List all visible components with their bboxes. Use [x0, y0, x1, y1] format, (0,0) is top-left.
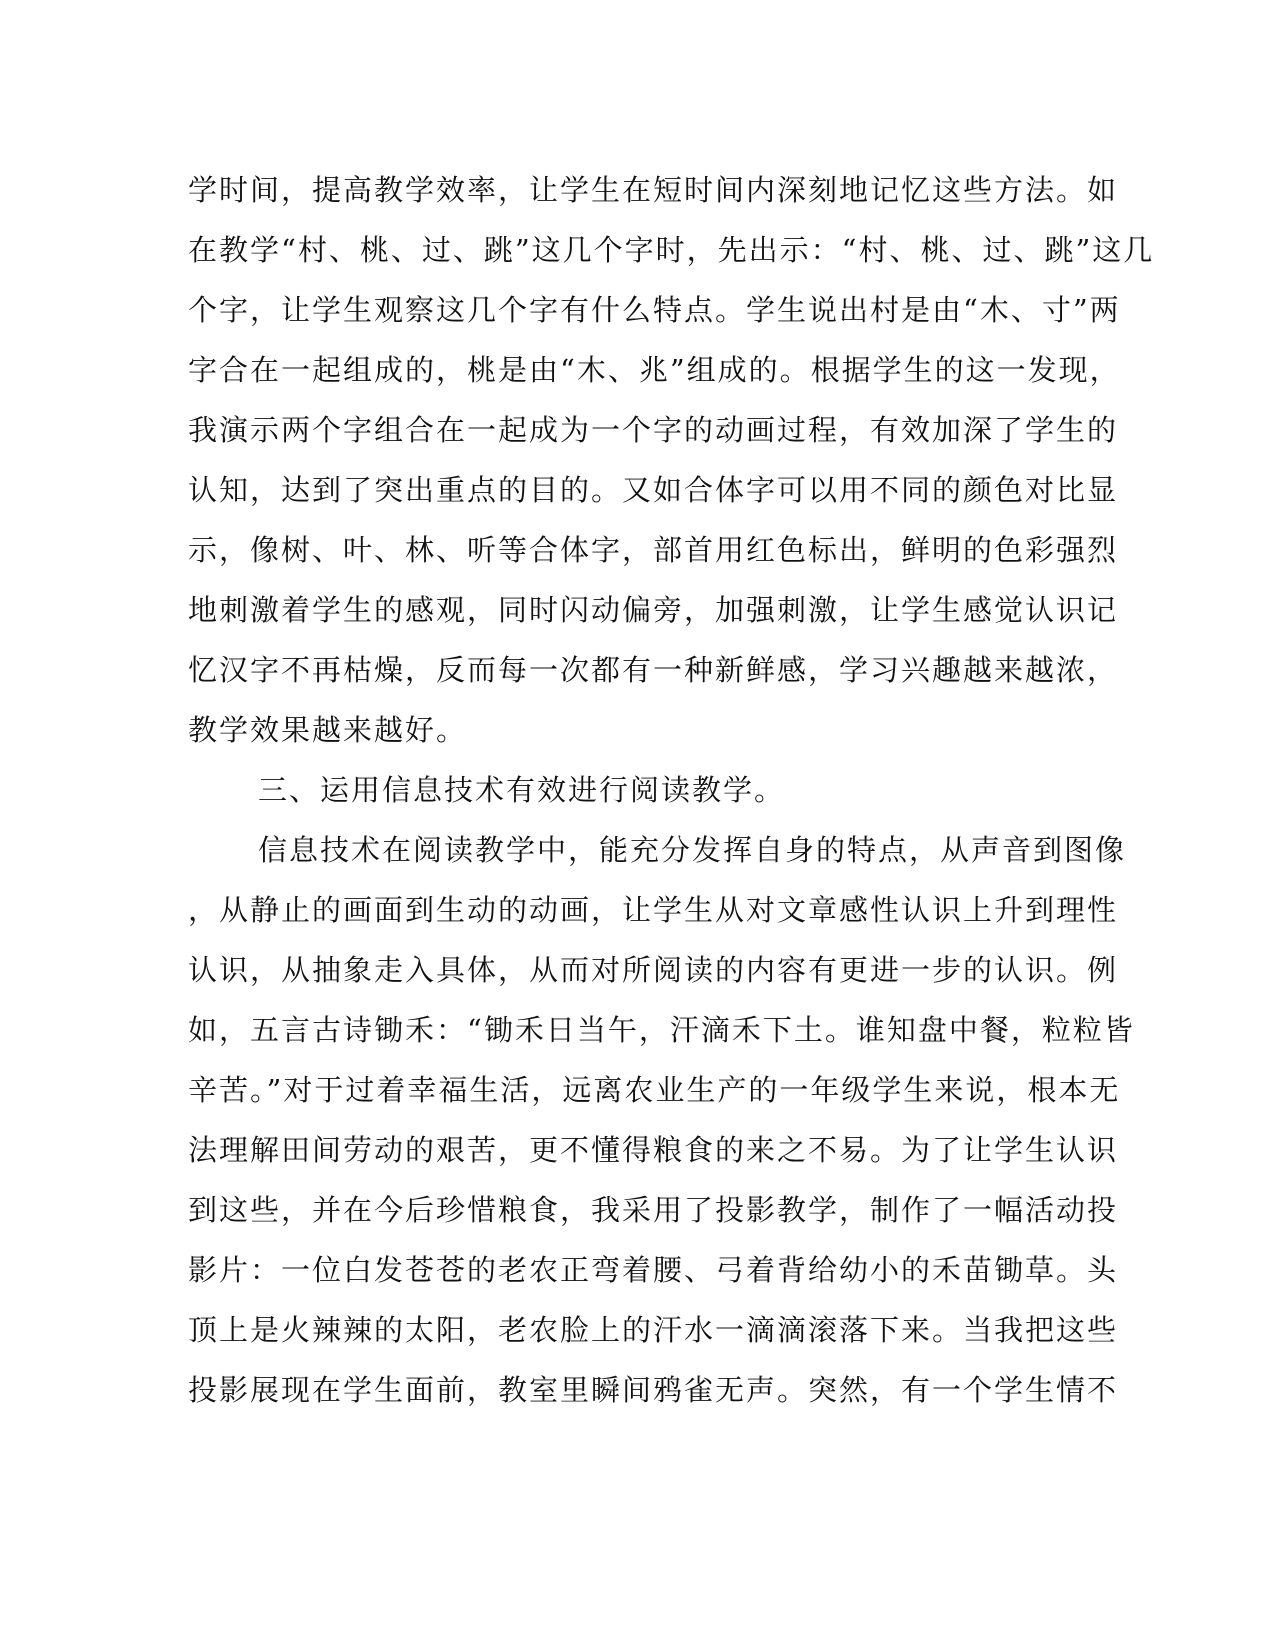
body-text [188, 160, 1155, 1420]
text-line: 顶上是火辣辣的太阳，老农脸上的汗水一滴滴滚落下来。当我把这些 [188, 1313, 1119, 1347]
text-line: 认识，从抽象走入具体，从而对所阅读的内容有更进一步的认识。例 [188, 953, 1119, 987]
text-line: 如，五言古诗锄禾：“锄禾日当午，汗滴禾下土。谁知盘中餐，粒粒皆 [188, 1013, 1135, 1047]
section-heading: 三、运用信息技术有效进行阅读教学。 [258, 773, 786, 807]
text-line: 在教学“村、桃、过、跳”这几个字时，先出示：“村、桃、过、跳”这几 [188, 233, 1155, 267]
text-line: 教学效果越来越好。 [188, 713, 468, 747]
text-line: 辛苦。”对于过着幸福生活，远离农业生产的一年级学生来说，根本无 [188, 1073, 1121, 1107]
text-line: ，从静止的画面到生动的动画，让学生从对文章感性认识上升到理性 [188, 893, 1119, 927]
text-line: 示，像树、叶、林、听等合体字，部首用红色标出，鲜明的色彩强烈 [188, 533, 1119, 567]
text-line: 投影展现在学生面前，教室里瞬间鸦雀无声。突然，有一个学生情不 [188, 1373, 1119, 1407]
text-line: 个字，让学生观察这几个字有什么特点。学生说出村是由“木、寸”两 [188, 293, 1121, 327]
text-line: 学时间，提高教学效率，让学生在短时间内深刻地记忆这些方法。如 [188, 173, 1119, 207]
text-line: 地刺激着学生的感观，同时闪动偏旁，加强刺激，让学生感觉认识记 [188, 593, 1119, 627]
text-line: 法理解田间劳动的艰苦，更不懂得粮食的来之不易。为了让学生认识 [188, 1133, 1119, 1167]
text-line: 到这些，并在今后珍惜粮食，我采用了投影教学，制作了一幅活动投 [188, 1193, 1119, 1227]
text-line: 字合在一起组成的，桃是由“木、兆”组成的。根据学生的这一发现， [188, 353, 1121, 387]
text-line: 认知，达到了突出重点的目的。又如合体字可以用不同的颜色对比显 [188, 473, 1119, 507]
text-line: 影片：一位白发苍苍的老农正弯着腰、弓着背给幼小的禾苗锄草。头 [188, 1253, 1119, 1287]
text-line: 忆汉字不再枯燥，反而每一次都有一种新鲜感，学习兴趣越来越浓， [188, 653, 1119, 687]
text-line: 信息技术在阅读教学中，能充分发挥自身的特点，从声音到图像 [258, 833, 1127, 867]
text-line: 我演示两个字组合在一起成为一个字的动画过程，有效加深了学生的 [188, 413, 1119, 447]
